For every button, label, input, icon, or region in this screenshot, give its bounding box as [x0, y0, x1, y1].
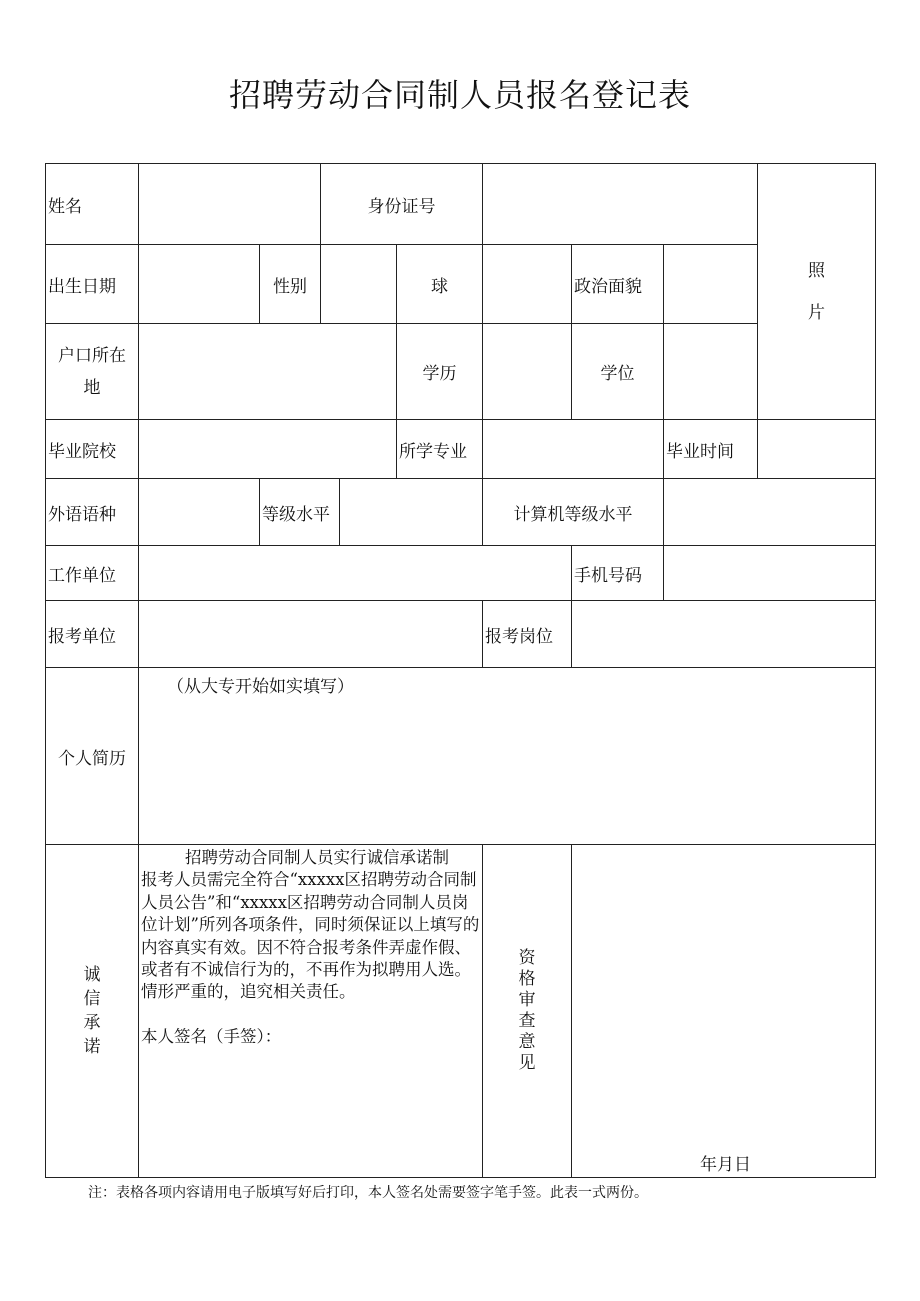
name-field[interactable]	[139, 164, 321, 245]
id-number-field[interactable]	[483, 164, 758, 245]
language-level-field[interactable]	[340, 479, 483, 546]
apply-unit-label: 报考单位	[46, 601, 139, 668]
review-label: 资格审查意见	[518, 948, 536, 1073]
resume-field[interactable]	[139, 668, 876, 845]
photo-box[interactable]	[758, 164, 876, 420]
language-level-label: 等级水平	[260, 479, 340, 546]
registration-form-table	[45, 163, 876, 1178]
signature-label: 本人签名（手签）：	[141, 1026, 282, 1046]
hukou-field[interactable]	[139, 324, 397, 420]
review-opinion-field[interactable]	[572, 845, 876, 1178]
degree-label: 学位	[572, 324, 664, 420]
resume-hint: （从大专开始如实填写）	[167, 677, 354, 697]
phone-field[interactable]	[664, 546, 876, 601]
major-label: 所学专业	[397, 420, 483, 479]
qiu-label: 球	[397, 245, 483, 324]
education-label: 学历	[397, 324, 483, 420]
name-label: 姓名	[46, 164, 139, 245]
computer-level-field[interactable]	[664, 479, 876, 546]
photo-label-2: 片	[808, 302, 826, 323]
birth-date-label: 出生日期	[46, 245, 139, 324]
grad-time-label: 毕业时间	[664, 420, 758, 479]
apply-unit-field[interactable]	[139, 601, 483, 668]
language-field[interactable]	[139, 479, 260, 546]
school-field[interactable]	[139, 420, 397, 479]
political-status-field[interactable]	[664, 245, 758, 324]
review-label-cell	[483, 845, 572, 1178]
language-label: 外语语种	[46, 479, 139, 546]
pledge-text-cell	[139, 845, 483, 1178]
political-status-label: 政治面貌	[572, 245, 664, 324]
pledge-paragraph-2: 报考人员需完全符合“xxxxx区招聘劳动合同制人员公告”和“xxxxx区招聘劳动合同制人员岗位计划”所列各项条件，同时须保证以上填写的内容真实有效。因不符合报考条件弄虚作假、或者有不诚信行为的，不再作为拟聘用人选。情形严重的，追究相关责任。	[141, 870, 480, 1002]
birth-date-field[interactable]	[139, 245, 260, 324]
degree-field[interactable]	[664, 324, 758, 420]
qiu-field[interactable]	[483, 245, 572, 324]
apply-post-label: 报考岗位	[483, 601, 572, 668]
computer-level-label: 计算机等级水平	[483, 479, 664, 546]
grad-time-field[interactable]	[758, 420, 876, 479]
phone-label: 手机号码	[572, 546, 664, 601]
footnote: 注：表格各项内容请用电子版填写好后打印，本人签名处需要签字笔手签。此表一式两份。	[88, 1185, 648, 1201]
major-field[interactable]	[483, 420, 664, 479]
hukou-label-line1: 户口所在	[58, 345, 126, 366]
school-label: 毕业院校	[46, 420, 139, 479]
hukou-label	[46, 324, 139, 420]
work-unit-field[interactable]	[139, 546, 572, 601]
work-unit-label: 工作单位	[46, 546, 139, 601]
education-field[interactable]	[483, 324, 572, 420]
pledge-paragraph-1: 招聘劳动合同制人员实行诚信承诺制	[185, 848, 449, 867]
gender-label: 性别	[260, 245, 321, 324]
pledge-label-cell	[46, 845, 139, 1178]
apply-post-field[interactable]	[572, 601, 876, 668]
gender-field[interactable]	[321, 245, 397, 324]
photo-label-1: 照	[808, 260, 826, 281]
date-label: 年月日	[700, 1155, 752, 1175]
hukou-label-line2: 地	[83, 377, 101, 398]
pledge-label: 诚信承诺	[83, 965, 101, 1057]
form-title: 招聘劳动合同制人员报名登记表	[228, 76, 691, 114]
resume-label: 个人简历	[46, 668, 139, 845]
id-number-label: 身份证号	[321, 164, 483, 245]
